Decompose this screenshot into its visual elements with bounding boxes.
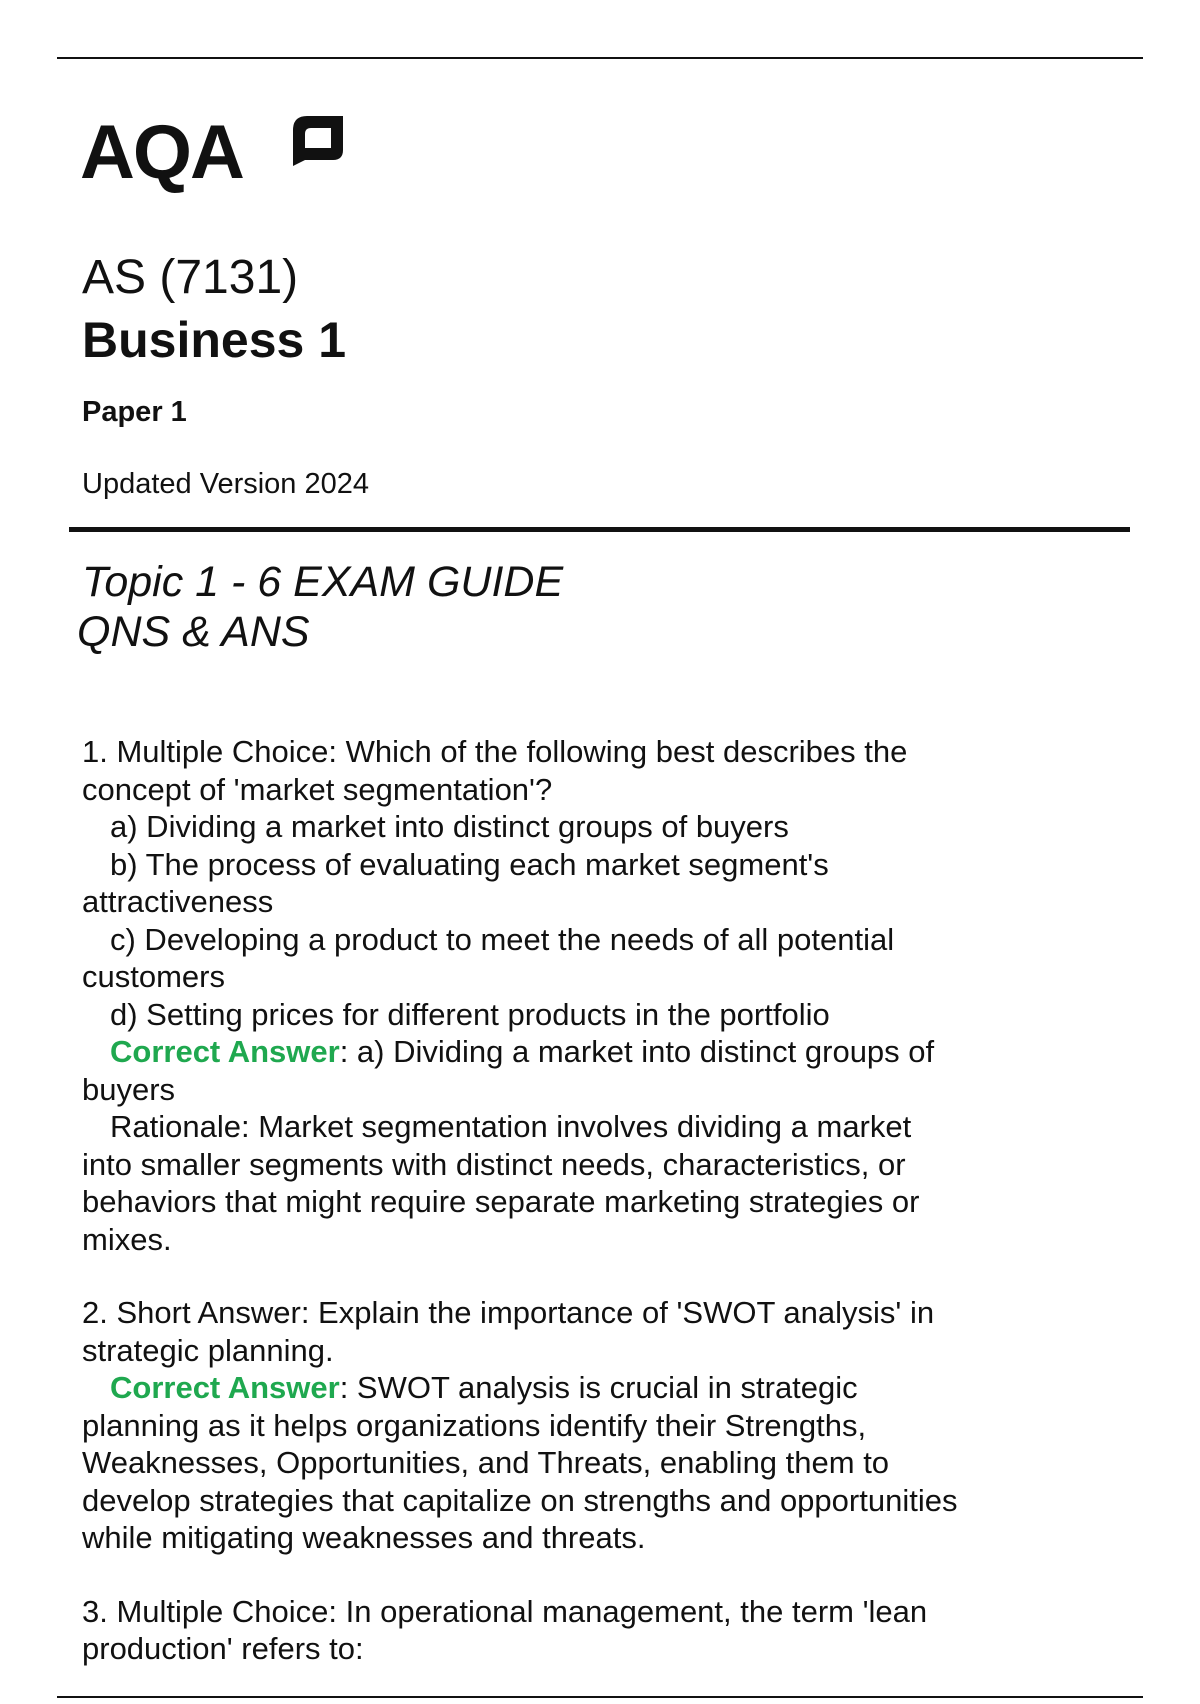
answer-wrap: develop strategies that capitalize on strengths and opportunities [82,1482,958,1518]
rationale-text: behaviors that might require separate marketing strategies or [82,1184,920,1219]
question-text: 2. Short Answer: Explain the importance of 'SWOT analysis' in [82,1295,935,1330]
option-c: c) Developing a product to meet the needs of all potential [110,921,895,957]
option-c-wrap: customers [82,959,225,994]
question-text: 1. Multiple Choice: Which of the following best describes the [82,734,908,769]
question-3 [82,1593,1082,1668]
top-rule [57,57,1143,59]
spec-code: AS (7131) [82,251,299,304]
question-text: production' refers to: [82,1631,364,1666]
answer-wrap: Weaknesses, Opportunities, and Threats, enabling them to [82,1445,890,1480]
answer-wrap: while mitigating weaknesses and threats. [82,1520,646,1555]
rationale-text: Rationale: Market segmentation involves dividing a market [110,1109,912,1144]
answer-line [82,1369,1082,1407]
aqa-logo [80,105,360,210]
answer-wrap: buyers [82,1071,176,1107]
correct-answer-text: : SWOT analysis is crucial in strategic [339,1370,858,1405]
correct-answer-label: Correct Answer [110,1370,340,1405]
paper-label: Paper 1 [82,396,187,428]
question-text: concept of 'market segmentation'? [82,771,553,807]
question-1 [82,733,1082,1258]
rationale-text: into smaller segments with distinct needs, characteristics, or [82,1146,906,1182]
guide-title-line-1: Topic 1 - 6 EXAM GUIDE [82,558,564,606]
correct-answer-label: Correct Answer [110,1034,340,1069]
rationale-text: mixes. [82,1221,172,1257]
option-d: d) Setting prices for different products in the portfolio [110,996,830,1032]
version-label: Updated Version 2024 [82,468,369,500]
aqa-flag-mark-icon [283,108,347,172]
answer-wrap: planning as it helps organizations identify their Strengths, [82,1407,867,1443]
questions-list [82,733,1082,1704]
question-text: strategic planning. [82,1332,334,1368]
guide-title-line-2: QNS & ANS [77,608,310,656]
option-b: b) The process of evaluating each market segment's [110,846,829,882]
guide-title [77,557,564,657]
correct-answer-text: : a) Dividing a market into distinct groups of [339,1034,935,1069]
bottom-rule [57,1696,1143,1698]
subject-title: Business 1 [82,312,347,368]
option-b-wrap: attractiveness [82,884,274,919]
logo-text: AQA [80,110,243,195]
question-text: 3. Multiple Choice: In operational management, the term 'lean [82,1593,928,1629]
header-divider [69,527,1130,532]
question-2 [82,1294,1082,1557]
answer-line [82,1033,1082,1071]
option-a: a) Dividing a market into distinct groups of buyers [110,809,789,844]
